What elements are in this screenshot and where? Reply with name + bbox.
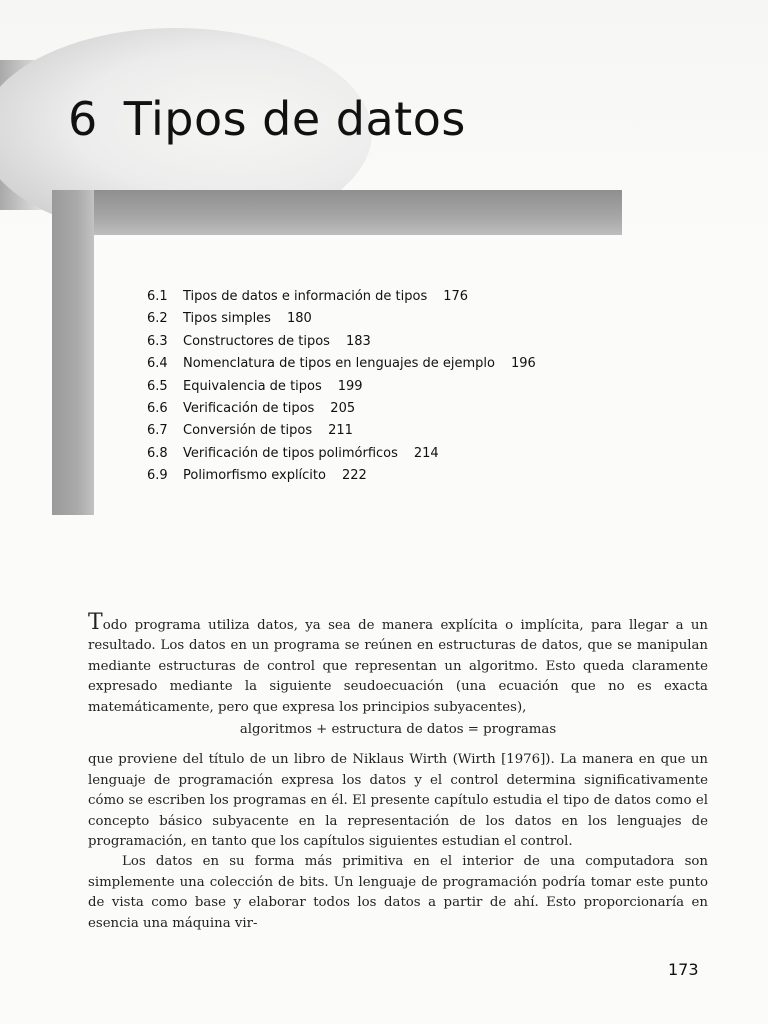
toc-entry-number: 6.1 [147, 289, 168, 304]
toc-entry-title: Polimorfismo explícito [183, 468, 326, 484]
toc-entry-number: 6.7 [147, 423, 168, 439]
toc-entry [147, 420, 536, 442]
toc-entry-page: 199 [337, 378, 363, 394]
page-number: 173 [668, 960, 699, 979]
decorative-bar-left [52, 190, 94, 515]
chapter-number: 6 [68, 92, 98, 146]
toc-entry-number: 6.3 [147, 333, 168, 349]
toc-entry [147, 443, 536, 465]
toc-entry [147, 398, 536, 420]
toc-entry [147, 353, 536, 375]
toc-entry-title: Tipos de datos e información de tipos [183, 289, 428, 304]
toc-entry-page: 183 [345, 333, 371, 349]
toc-entry [147, 286, 536, 308]
toc-entry-number: 6.5 [147, 378, 168, 394]
body-text [88, 610, 708, 934]
toc-entry-number: 6.8 [147, 445, 168, 461]
toc-entry-title: Equivalencia de tipos [183, 378, 322, 394]
toc-entry-page: 211 [328, 423, 353, 439]
table-of-contents [147, 286, 536, 488]
toc-entry [147, 376, 536, 398]
toc-entry-title: Tipos simples [183, 311, 271, 327]
toc-entry [147, 465, 536, 487]
toc-entry-page: 180 [286, 311, 312, 327]
paragraph-text: odo programa utiliza datos, ya sea de manera explícita o implícita, para llegar a un resultado. Los datos en un programa se reúnen en estructuras de datos, que se manipulan mediante estructuras de control que representan un algoritmo. Esto queda claramente expresado mediante la siguiente seudoecuación (una ecuación que no es exacta matemáticamente, pero que expresa los principios subyacentes), [88, 618, 708, 715]
toc-entry-number: 6.6 [147, 400, 168, 416]
toc-entry-page: 205 [330, 400, 356, 416]
toc-entry-title: Conversión de tipos [183, 423, 313, 439]
paragraph [88, 610, 708, 718]
decorative-bar-top [52, 190, 622, 235]
toc-entry-page: 176 [443, 289, 469, 304]
toc-entry-page: 214 [413, 445, 439, 461]
toc-entry [147, 308, 536, 330]
toc-entry-number: 6.9 [147, 468, 168, 484]
paragraph: que proviene del título de un libro de Niklaus Wirth (Wirth [1976]). La manera en que un lenguaje de programación expresa los datos y el control determina significativamente cómo se escriben los programas en él. El presente capítulo estudia el tipo de datos como el concepto básico subyacente en la representación de los datos en los lenguajes de programación, en tanto que los capítulos siguientes estudian el control. [88, 752, 708, 850]
pseudo-equation: algoritmos + estructura de datos = programas [239, 722, 557, 738]
toc-entry-page: 222 [341, 468, 367, 484]
paragraph: Los datos en su forma más primitiva en el interior de una computadora son simplemente una colección de bits. Un lenguaje de programación podría tomar este punto de vista como base y elaborar todos los datos a partir de ahí. Esto proporcionaría en esencia una máquina vir- [88, 854, 708, 931]
toc-entry-page: 196 [510, 356, 536, 372]
toc-entry-number: 6.4 [147, 356, 168, 372]
toc-entry [147, 331, 536, 353]
toc-entry-number: 6.2 [147, 311, 168, 327]
drop-cap: T [88, 610, 103, 635]
chapter-title-text: Tipos de datos [123, 92, 466, 146]
toc-entry-title: Verificación de tipos [183, 400, 315, 416]
toc-entry-title: Constructores de tipos [183, 333, 330, 349]
toc-entry-title: Verificación de tipos polimórficos [183, 445, 398, 461]
chapter-title [68, 92, 466, 146]
toc-entry-title: Nomenclatura de tipos en lenguajes de ejemplo [183, 356, 495, 372]
